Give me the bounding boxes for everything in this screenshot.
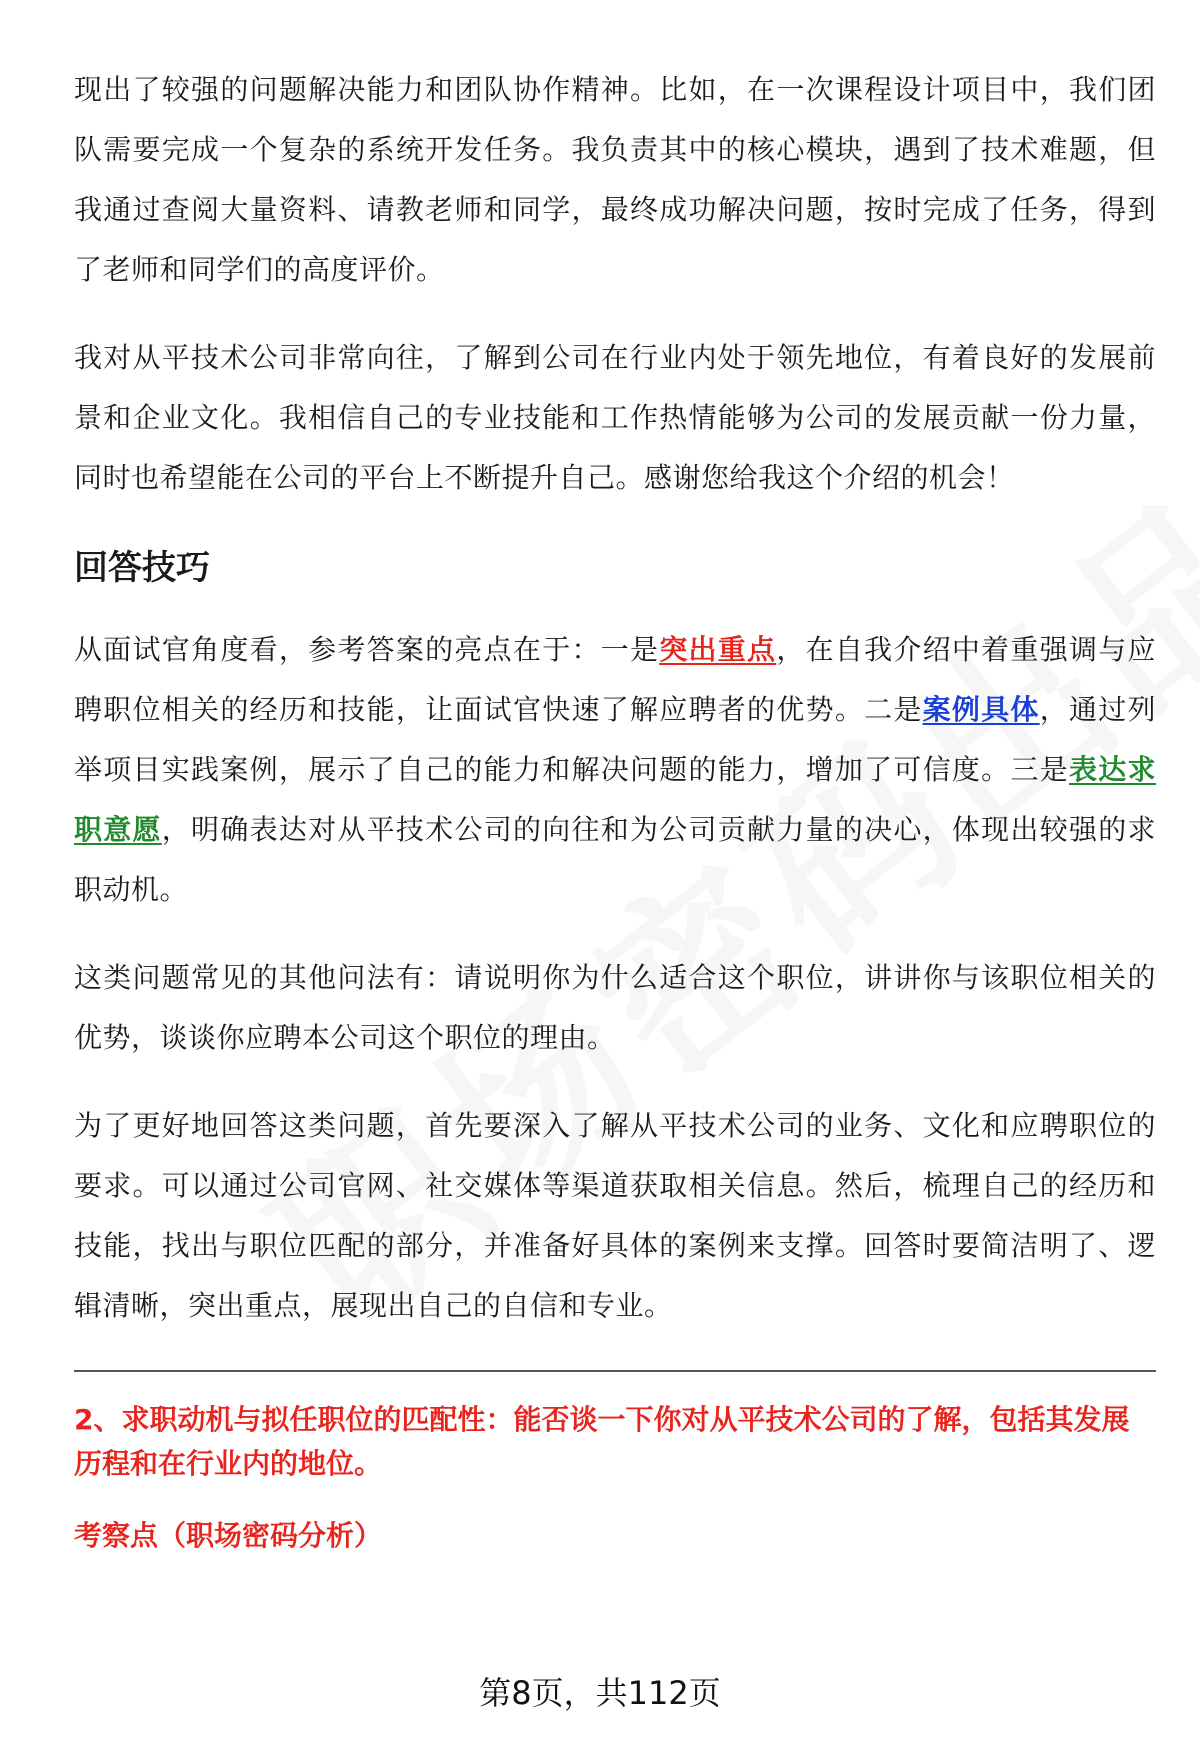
paragraph-2: 我对从平技术公司非常向往，了解到公司在行业内处于领先地位，有着良好的发展前景和企业文化。我相信自己的专业技能和工作热情能够为公司的发展贡献一份力量，同时也希望能在公司的平台上不断提升自己。感谢您给我这个介绍的机会！ xyxy=(74,341,1156,494)
highlight-3: 表达求职意愿 xyxy=(74,753,1156,846)
p3-text-b: ，在自我介绍中着重强调与应聘职位相关的经历和技能，让面试官快速了解应聘者的优势。二是 xyxy=(74,633,1156,726)
section-heading: 回答技巧 xyxy=(74,548,210,588)
paragraph-4: 这类问题常见的其他问法有：请说明你为什么适合这个职位，讲讲你与该职位相关的优势，谈谈你应聘本公司这个职位的理由。 xyxy=(74,961,1156,1054)
page-number: 第8页，共112页 xyxy=(479,1674,721,1712)
divider xyxy=(74,1370,1156,1372)
paragraph-5: 为了更好地回答这类问题，首先要深入了解从平技术公司的业务、文化和应聘职位的要求。可以通过公司官网、社交媒体等渠道获取相关信息。然后，梳理自己的经历和技能，找出与职位匹配的部分，并准备好具体的案例来支撑。回答时要简洁明了、逻辑清晰，突出重点，展现出自己的自信和专业。 xyxy=(74,1109,1156,1322)
question-subheading: 考察点（职场密码分析） xyxy=(74,1519,383,1552)
p3-text-c: ，通过列举项目实践案例，展示了自己的能力和解决问题的能力，增加了可信度。三是 xyxy=(74,693,1156,786)
paragraph-1: 现出了较强的问题解决能力和团队协作精神。比如，在一次课程设计项目中，我们团队需要完成一个复杂的系统开发任务。我负责其中的核心模块，遇到了技术难题，但我通过查阅大量资料、请教老师和同学，最终成功解决问题，按时完成了任务，得到了老师和同学们的高度评价。 xyxy=(74,73,1156,286)
question-title: 2、求职动机与拟任职位的匹配性：能否谈一下你对从平技术公司的了解，包括其发展历程和在行业内的地位。 xyxy=(74,1403,1130,1480)
p3-text-a: 从面试官角度看，参考答案的亮点在于：一是 xyxy=(74,633,660,666)
highlight-2: 案例具体 xyxy=(922,693,1040,726)
document-page xyxy=(74,60,1156,1558)
paragraph-3 xyxy=(74,620,1156,920)
highlight-1: 突出重点 xyxy=(659,633,777,666)
p3-text-d: ，明确表达对从平技术公司的向往和为公司贡献力量的决心，体现出较强的求职动机。 xyxy=(74,813,1156,906)
